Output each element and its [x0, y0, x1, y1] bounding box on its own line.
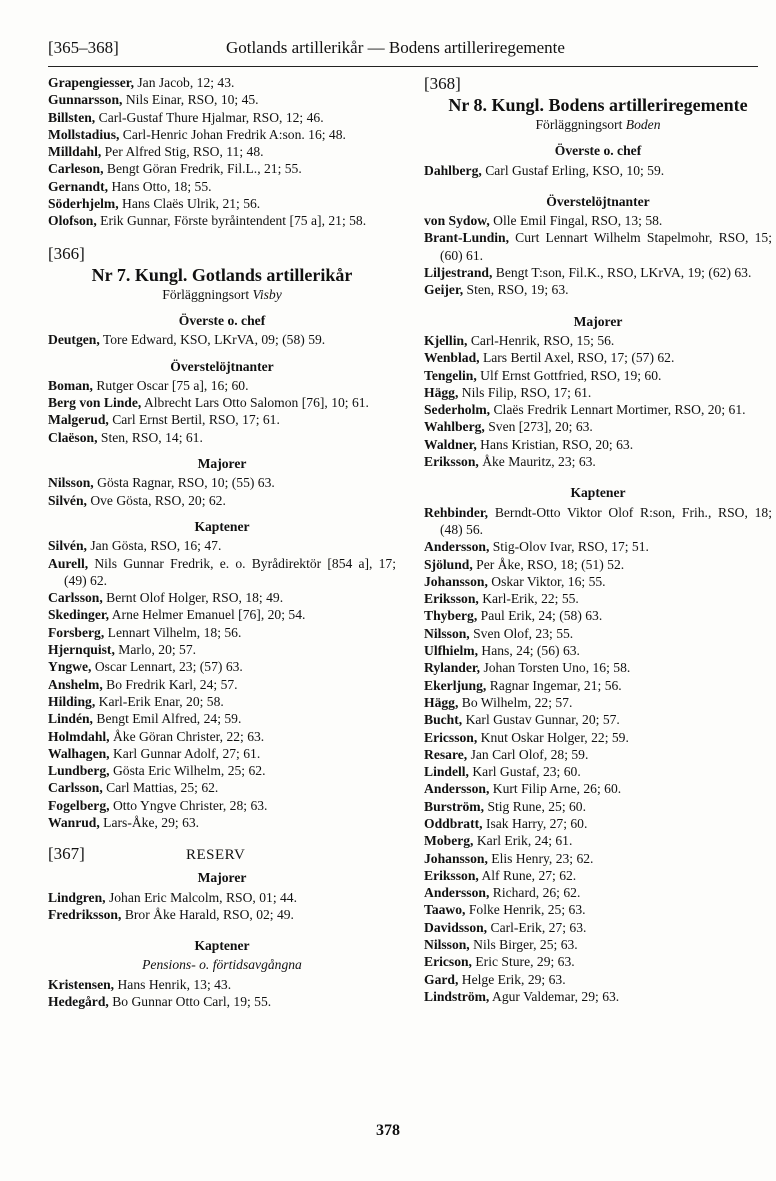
entry-details: Jan Jacob, 12; 43.: [137, 75, 235, 90]
entry-details: Lars-Åke, 29; 63.: [103, 814, 200, 830]
entry-details: Carl Mattias, 25; 62.: [106, 780, 219, 796]
entry-details: Stig-Olov Ivar, RSO, 17; 51.: [492, 539, 649, 555]
running-title: Gotlands artillerikår — Bodens artilleriregemente: [226, 38, 565, 57]
entry-surname: Bucht,: [424, 712, 463, 728]
list-item: [424, 780, 772, 797]
location-label: Förläggningsort: [162, 286, 250, 302]
entry-surname: Ericsson,: [424, 729, 478, 745]
right-column: [424, 74, 772, 1005]
list-item: [48, 126, 396, 143]
entry-details: Carl-Henric Johan Fredrik A:son. 16; 48.: [122, 126, 346, 142]
entry-details: Hans Kristian, RSO, 20; 63.: [480, 436, 634, 452]
location-place: Boden: [625, 117, 661, 132]
list-item: [424, 919, 772, 936]
entry-surname: Ulfhielm,: [424, 643, 478, 659]
list-item: [424, 556, 772, 573]
list-item: [48, 693, 396, 710]
list-item: [424, 229, 772, 264]
list-item: [424, 988, 772, 1005]
list-item: [424, 901, 772, 918]
entry-details: Richard, 26; 62.: [492, 885, 581, 901]
entry-details: Tore Edward, KSO, LKrVA, 09; (58) 59.: [102, 332, 326, 348]
unit-7-title: Nr 7. Kungl. Gotlands artillerikår: [91, 264, 353, 285]
list-item: [48, 394, 396, 411]
list-item: [424, 763, 772, 780]
entry-details: Karl Gustaf, 23; 60.: [472, 764, 581, 780]
entry-surname: Walhagen,: [48, 745, 110, 761]
entry-details: Åke Mauritz, 23; 63.: [482, 454, 596, 470]
section-number-368: [368]: [424, 74, 461, 93]
entry-details: Paul Erik, 24; (58) 63.: [480, 608, 603, 624]
list-item: [424, 264, 772, 281]
entry-surname: Aurell,: [48, 555, 89, 571]
entry-surname: Waldner,: [424, 436, 477, 452]
list-item: [424, 746, 772, 763]
entry-surname: Lindén,: [48, 711, 93, 727]
list-item: [48, 606, 396, 623]
entry-details: Ove Gösta, RSO, 20; 62.: [90, 492, 226, 508]
entry-details: Lars Bertil Axel, RSO, 17; (57) 62.: [482, 350, 675, 366]
entry-details: Kurt Filip Arne, 26; 60.: [492, 781, 622, 797]
entry-surname: Claëson,: [48, 429, 98, 445]
entry-details: Carl-Erik, 27; 63.: [490, 919, 587, 935]
entry-details: Sten, RSO, 19; 63.: [466, 282, 569, 298]
list-item: [48, 331, 396, 348]
entry-surname: Nilsson,: [48, 475, 94, 491]
entry-surname: Ekerljung,: [424, 677, 487, 693]
entry-surname: Moberg,: [424, 833, 474, 849]
entry-details: Erik Gunnar, Förste byråintendent [75 a], 21; 58.: [100, 213, 367, 229]
entry-details: Bernt Olof Holger, RSO, 18; 49.: [106, 590, 284, 606]
list-item: [48, 160, 396, 177]
entry-details: Gösta Eric Wilhelm, 25; 62.: [112, 763, 266, 779]
entry-surname: Johansson,: [424, 573, 488, 589]
list-item: [48, 676, 396, 693]
entry-details: Marlo, 20; 57.: [118, 642, 197, 658]
list-item: [424, 694, 772, 711]
entry-surname: Burström,: [424, 798, 485, 814]
entry-surname: Milldahl,: [48, 144, 102, 160]
entry-details: Lennart Vilhelm, 18; 56.: [107, 624, 242, 640]
entry-details: Jan Gösta, RSO, 16; 47.: [90, 538, 222, 554]
entry-list: [48, 377, 396, 446]
entry-surname: Söderhjelm,: [48, 196, 119, 212]
reserv-kaptener-note: Pensions- o. förtidsavgångna: [142, 957, 302, 973]
entry-surname: Fredriksson,: [48, 906, 122, 922]
entry-details: Sven Olof, 23; 55.: [473, 625, 574, 641]
list-item: [424, 884, 772, 901]
entry-surname: Resare,: [424, 746, 468, 762]
list-item: [424, 798, 772, 815]
entry-details: Nils Filip, RSO, 17; 61.: [461, 384, 592, 400]
entry-surname: Malgerud,: [48, 412, 109, 428]
list-item: [48, 429, 396, 446]
entry-surname: Grapengiesser,: [48, 75, 134, 90]
entry-details: Per Alfred Stig, RSO, 11; 48.: [104, 144, 264, 160]
entry-list: [424, 504, 772, 1006]
list-item: [48, 906, 396, 923]
entry-surname: Taawo,: [424, 902, 466, 918]
entry-surname: Kjellin,: [424, 332, 468, 348]
entry-details: Bengt Göran Fredrik, Fil.L., 21; 55.: [106, 161, 302, 177]
entry-details: Hans Otto, 18; 55.: [111, 178, 212, 194]
entry-details: Nils Einar, RSO, 10; 45.: [125, 92, 259, 108]
list-item: [424, 573, 772, 590]
entry-details: Elis Henry, 23; 62.: [491, 850, 594, 866]
entry-details: Johan Torsten Uno, 16; 58.: [483, 660, 631, 676]
list-item: [48, 537, 396, 554]
entry-surname: Hedegård,: [48, 994, 109, 1010]
list-item: [424, 538, 772, 555]
entry-list: [48, 889, 396, 924]
entry-surname: Wahlberg,: [424, 419, 485, 435]
entry-details: Hans Claës Ulrik, 21; 56.: [122, 196, 261, 212]
list-item: [424, 936, 772, 953]
rank-heading-kaptener: Kaptener: [570, 485, 626, 501]
entry-surname: Rehbinder,: [424, 504, 489, 520]
entry-surname: Billsten,: [48, 109, 96, 125]
list-item: [424, 729, 772, 746]
list-item: [48, 212, 396, 229]
entry-surname: von Sydow,: [424, 213, 490, 229]
entry-details: Ragnar Ingemar, 21; 56.: [489, 677, 622, 693]
entry-list: [424, 212, 772, 298]
entry-surname: Geijer,: [424, 282, 464, 298]
entry-details: Curt Lennart Wilhelm Stapelmohr, RSO, 15; (60) 61.: [440, 230, 772, 263]
entry-surname: Liljestrand,: [424, 265, 493, 281]
location-place: Visby: [252, 286, 282, 302]
entry-surname: Oddbratt,: [424, 815, 483, 831]
list-item: [424, 418, 772, 435]
entry-surname: Carlsson,: [48, 780, 103, 796]
entry-surname: Sederholm,: [424, 402, 491, 418]
list-item: [424, 332, 772, 349]
entry-list: [48, 976, 396, 1011]
entry-surname: Silvén,: [48, 492, 87, 508]
section-number-367: [367]: [48, 844, 85, 864]
unit-8-location: [424, 116, 772, 133]
entry-details: Arne Helmer Emanuel [76], 20; 54.: [111, 607, 306, 623]
list-item: [424, 711, 772, 728]
entry-surname: Holmdahl,: [48, 728, 110, 744]
entry-surname: Forsberg,: [48, 624, 105, 640]
entry-details: Eric Sture, 29; 63.: [475, 954, 575, 970]
rank-heading-overste: Överste o. chef: [178, 312, 266, 328]
list-item: [48, 993, 396, 1010]
list-item: [48, 641, 396, 658]
entry-details: Carl-Henrik, RSO, 15; 56.: [470, 332, 615, 348]
entry-surname: Carlsson,: [48, 590, 103, 606]
list-item: [48, 555, 396, 590]
rank-heading-overstelojtnanter: Överstelöjtnanter: [170, 358, 274, 374]
entry-list: [48, 537, 396, 831]
unit-8-title: Nr 8. Kungl. Bodens artilleriregemente: [448, 95, 748, 115]
list-item: [48, 492, 396, 509]
entry-surname: Yngwe,: [48, 659, 92, 675]
entry-surname: Andersson,: [424, 885, 490, 901]
list-item: [424, 815, 772, 832]
entry-details: Per Åke, RSO, 18; (51) 52.: [476, 556, 625, 572]
list-item: [48, 762, 396, 779]
list-item: [424, 642, 772, 659]
list-item: [424, 436, 772, 453]
list-item: [424, 349, 772, 366]
entry-surname: Lundberg,: [48, 763, 110, 779]
entry-details: Rutger Oscar [75 a], 16; 60.: [96, 377, 249, 393]
entry-list: [424, 332, 772, 470]
rank-heading-reserv-majorer: Majorer: [197, 870, 247, 886]
entry-surname: Carleson,: [48, 161, 104, 177]
entry-surname: Andersson,: [424, 781, 490, 797]
list-item: [48, 814, 396, 831]
left-column: [48, 74, 396, 1010]
page-number: 378: [376, 1122, 400, 1139]
entry-surname: Kristensen,: [48, 976, 115, 992]
list-item: [424, 677, 772, 694]
list-item: [424, 607, 772, 624]
list-item: [48, 91, 396, 108]
entry-surname: Hjernquist,: [48, 642, 115, 658]
entry-details: Claës Fredrik Lennart Mortimer, RSO, 20; 61.: [493, 402, 746, 418]
entry-details: Sven [273], 20; 63.: [488, 419, 593, 435]
entry-surname: Nilsson,: [424, 625, 470, 641]
entry-surname: Dahlberg,: [424, 162, 482, 178]
list-item: [48, 74, 396, 91]
entry-details: Otto Yngve Christer, 28; 63.: [112, 797, 268, 813]
entry-surname: Hilding,: [48, 693, 96, 709]
list-item: [48, 658, 396, 675]
entry-list: [48, 331, 396, 348]
rank-heading-reserv-kaptener: Kaptener: [194, 938, 250, 954]
entry-surname: Eriksson,: [424, 867, 479, 883]
list-item: [424, 659, 772, 676]
list-item: [48, 745, 396, 762]
list-item: [424, 850, 772, 867]
entry-details: Karl Gustav Gunnar, 20; 57.: [465, 712, 620, 728]
entry-surname: Gard,: [424, 971, 459, 987]
list-item: [48, 411, 396, 428]
entry-details: Bror Åke Harald, RSO, 02; 49.: [124, 906, 294, 922]
list-item: [424, 281, 772, 298]
entry-surname: Thyberg,: [424, 608, 478, 624]
entry-surname: Hägg,: [424, 384, 459, 400]
entry-surname: Johansson,: [424, 850, 488, 866]
entry-surname: Sjölund,: [424, 556, 473, 572]
entry-surname: Silvén,: [48, 538, 87, 554]
entry-details: Karl Erik, 24; 61.: [476, 833, 573, 849]
entry-surname: Davidsson,: [424, 919, 488, 935]
list-item: [48, 779, 396, 796]
section-number-366: [366]: [48, 243, 85, 263]
list-item: [424, 212, 772, 229]
entry-details: Agur Valdemar, 29; 63.: [492, 988, 620, 1004]
entry-surname: Deutgen,: [48, 332, 100, 348]
entry-details: Albrecht Lars Otto Salomon [76], 10; 61.: [143, 395, 369, 411]
list-item: [48, 109, 396, 126]
entry-surname: Wanrud,: [48, 814, 100, 830]
entry-surname: Anshelm,: [48, 676, 103, 692]
entry-details: Oskar Viktor, 16; 55.: [491, 573, 606, 589]
entry-surname: Tengelin,: [424, 367, 477, 383]
entry-details: Nils Gunnar Fredrik, e. o. Byrådirektör [854 a], 17; (49) 62.: [64, 555, 396, 588]
entry-surname: Fogelberg,: [48, 797, 110, 813]
location-label: Förläggningsort: [535, 117, 623, 132]
entry-surname: Lindell,: [424, 764, 469, 780]
list-item: [424, 367, 772, 384]
entry-list: [424, 162, 772, 179]
list-item: [48, 178, 396, 195]
entry-details: Hans Henrik, 13; 43.: [117, 976, 232, 992]
entry-details: Bengt T:son, Fil.K., RSO, LKrVA, 19; (62) 63.: [495, 265, 752, 281]
entry-surname: Gunnarsson,: [48, 92, 123, 108]
rank-heading-majorer: Majorer: [573, 313, 623, 329]
list-item: [424, 953, 772, 970]
entry-details: Ulf Ernst Gottfried, RSO, 19; 60.: [480, 367, 662, 383]
list-item: [424, 162, 772, 179]
list-item: [48, 474, 396, 491]
list-item: [424, 625, 772, 642]
entry-details: Hans, 24; (56) 63.: [481, 643, 580, 659]
entry-details: Bo Gunnar Otto Carl, 19; 55.: [112, 994, 272, 1010]
running-header: [48, 36, 758, 67]
list-item: [48, 143, 396, 160]
list-item: [48, 728, 396, 745]
entry-details: Folke Henrik, 25; 63.: [468, 902, 586, 918]
entry-surname: Hägg,: [424, 694, 459, 710]
entry-surname: Nilsson,: [424, 937, 470, 953]
list-item: [48, 976, 396, 993]
rank-heading-kaptener: Kaptener: [194, 518, 250, 534]
entry-details: Sten, RSO, 14; 61.: [100, 429, 203, 445]
entry-details: Bo Fredrik Karl, 24; 57.: [106, 676, 238, 692]
entry-list: [48, 474, 396, 509]
list-item: [48, 797, 396, 814]
rank-heading-overstelojtnanter: Överstelöjtnanter: [546, 193, 650, 209]
entry-details: Alf Rune, 27; 62.: [481, 867, 577, 883]
entry-details: Bo Wilhelm, 22; 57.: [461, 694, 573, 710]
entry-surname: Rylander,: [424, 660, 481, 676]
list-item: [424, 590, 772, 607]
entry-surname: Olofson,: [48, 213, 97, 229]
entry-surname: Skedinger,: [48, 607, 110, 623]
entry-details: Olle Emil Fingal, RSO, 13; 58.: [493, 213, 663, 229]
entry-details: Carl-Gustaf Thure Hjalmar, RSO, 12; 46.: [98, 109, 324, 125]
entry-details: Karl Gunnar Adolf, 27; 61.: [112, 745, 261, 761]
list-item: [424, 384, 772, 401]
entry-surname: Mollstadius,: [48, 126, 120, 142]
entry-surname: Andersson,: [424, 539, 490, 555]
entry-details: Karl-Erik Enar, 20; 58.: [98, 693, 224, 709]
entry-details: Carl Ernst Bertil, RSO, 17; 61.: [112, 412, 280, 428]
entry-details: Nils Birger, 25; 63.: [473, 937, 578, 953]
entry-details: Åke Göran Christer, 22; 63.: [112, 728, 265, 744]
list-item: [48, 377, 396, 394]
entry-details: Oscar Lennart, 23; (57) 63.: [94, 659, 243, 675]
entry-details: Berndt-Otto Viktor Olof R:son, Frih., RSO, 18; (48) 56.: [440, 504, 772, 537]
entry-details: Stig Rune, 25; 60.: [487, 798, 586, 814]
entry-details: Carl Gustaf Erling, KSO, 10; 59.: [485, 162, 665, 178]
entry-details: Johan Eric Malcolm, RSO, 01; 44.: [108, 889, 297, 905]
entry-surname: Eriksson,: [424, 591, 479, 607]
list-item: [48, 710, 396, 727]
list-item: [424, 453, 772, 470]
rank-heading-overste: Överste o. chef: [554, 143, 642, 159]
rank-heading-majorer: Majorer: [197, 456, 247, 472]
entry-list: [48, 74, 396, 230]
entry-surname: Gernandt,: [48, 178, 109, 194]
list-item: [48, 589, 396, 606]
entry-surname: Ericson,: [424, 954, 472, 970]
entry-details: Knut Oskar Holger, 22; 59.: [480, 729, 629, 745]
entry-details: Bengt Emil Alfred, 24; 59.: [96, 711, 242, 727]
list-item: [48, 195, 396, 212]
entry-details: Karl-Erik, 22; 55.: [482, 591, 579, 607]
entry-details: Jan Carl Olof, 28; 59.: [470, 746, 589, 762]
unit-7-location: [48, 286, 396, 303]
entry-surname: Eriksson,: [424, 454, 479, 470]
list-item: [48, 889, 396, 906]
list-item: [424, 504, 772, 539]
entry-details: Helge Erik, 29; 63.: [461, 971, 566, 987]
list-item: [424, 401, 772, 418]
page-range: [365–368]: [48, 38, 119, 57]
list-item: [48, 624, 396, 641]
list-item: [424, 971, 772, 988]
reserv-heading: RESERV: [186, 847, 246, 864]
entry-surname: Lindgren,: [48, 889, 106, 905]
list-item: [424, 867, 772, 884]
list-item: [424, 832, 772, 849]
entry-surname: Lindström,: [424, 988, 490, 1004]
entry-surname: Boman,: [48, 377, 93, 393]
entry-surname: Brant-Lundin,: [424, 230, 509, 246]
entry-details: Gösta Ragnar, RSO, 10; (55) 63.: [97, 475, 275, 491]
entry-details: Isak Harry, 27; 60.: [485, 815, 588, 831]
entry-surname: Berg von Linde,: [48, 395, 142, 411]
reserv-heading-row: [48, 845, 396, 867]
entry-surname: Wenblad,: [424, 350, 480, 366]
